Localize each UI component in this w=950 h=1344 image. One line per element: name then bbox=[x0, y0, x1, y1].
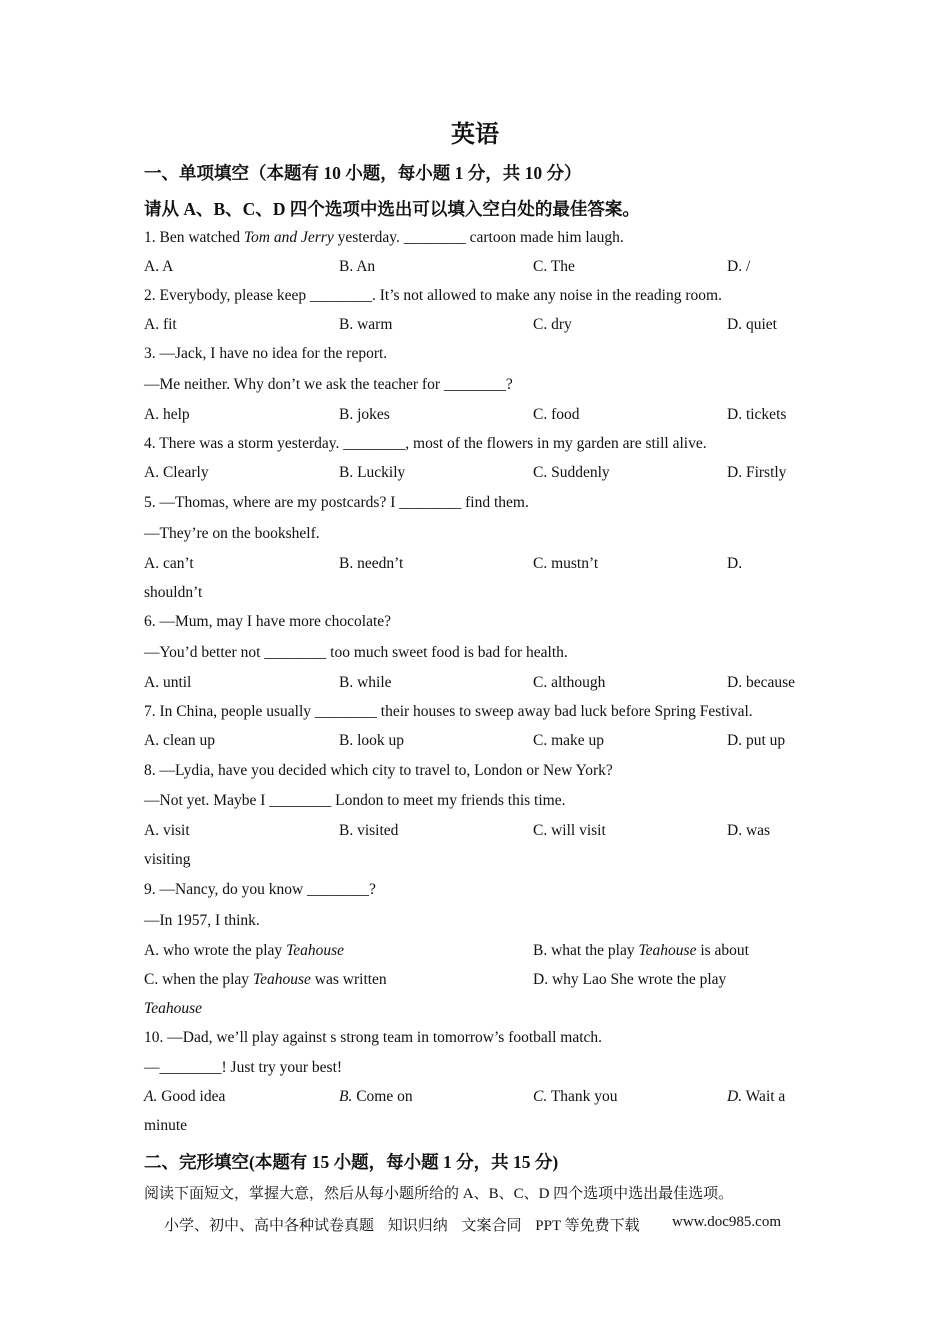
q8-option-d: D. was bbox=[727, 822, 771, 839]
question-3-line1: 3. —Jack, I have no idea for the report. bbox=[144, 345, 388, 362]
q9-option-d: D. why Lao She wrote the play bbox=[533, 971, 727, 988]
question-5-line1: 5. —Thomas, where are my postcards? I ________ find them. bbox=[144, 494, 529, 511]
section2-heading: 二、完形填空(本题有 15 小题，每小题 1 分，共 15 分) bbox=[144, 1152, 559, 1172]
q5-option-d-wrap: shouldn’t bbox=[144, 584, 203, 601]
question-2: 2. Everybody, please keep ________. It’s not allowed to make any noise in the reading room. bbox=[144, 287, 722, 304]
q3-option-b: B. jokes bbox=[339, 406, 390, 423]
q8-option-a: A. visit bbox=[144, 822, 190, 839]
q8-option-c: C. will visit bbox=[533, 822, 606, 839]
q4-option-b: B. Luckily bbox=[339, 464, 406, 481]
q6-option-d: D. because bbox=[727, 674, 795, 691]
q6-option-b: B. while bbox=[339, 674, 392, 691]
page-footer bbox=[164, 1214, 782, 1235]
question-7: 7. In China, people usually ________ their houses to sweep away bad luck before Spring Festival. bbox=[144, 703, 753, 720]
q5-option-b: B. needn’t bbox=[339, 555, 404, 572]
q9-option-d-wrap: Teahouse bbox=[144, 1000, 202, 1017]
question-4: 4. There was a storm yesterday. ________, most of the flowers in my garden are still alive. bbox=[144, 435, 707, 452]
q3-option-c: C. food bbox=[533, 406, 580, 423]
q2-option-a: A. fit bbox=[144, 316, 177, 333]
q10-option-d: D. Wait a bbox=[727, 1088, 786, 1105]
question-10-line1: 10. —Dad, we’ll play against s strong team in tomorrow’s football match. bbox=[144, 1029, 603, 1046]
q10-option-a: A. Good idea bbox=[144, 1088, 226, 1105]
q10-option-d-wrap: minute bbox=[144, 1117, 188, 1134]
q5-option-d: D. bbox=[727, 555, 743, 572]
q1-option-b: B. An bbox=[339, 258, 376, 275]
footer-item: PPT 等免费下载 bbox=[535, 1218, 640, 1234]
q2-option-d: D. quiet bbox=[727, 316, 777, 333]
q9-option-b: B. what the play Teahouse is about bbox=[533, 942, 749, 959]
section1-heading: 一、单项填空（本题有 10 小题，每小题 1 分，共 10 分） bbox=[144, 163, 582, 183]
q7-option-a: A. clean up bbox=[144, 732, 216, 749]
footer-url[interactable]: www.doc985.com bbox=[672, 1214, 782, 1230]
footer-item: 小学、初中、高中各种试卷真题 bbox=[164, 1218, 375, 1234]
q9-option-c: C. when the play Teahouse was written bbox=[144, 971, 387, 988]
q9-option-a: A. who wrote the play Teahouse bbox=[144, 942, 345, 959]
q7-option-b: B. look up bbox=[339, 732, 405, 749]
page-title: 英语 bbox=[451, 122, 499, 148]
q7-option-c: C. make up bbox=[533, 732, 605, 749]
q5-option-a: A. can’t bbox=[144, 555, 194, 572]
question-9-line1: 9. —Nancy, do you know ________? bbox=[144, 881, 376, 898]
q2-option-b: B. warm bbox=[339, 316, 393, 333]
q8-option-b: B. visited bbox=[339, 822, 399, 839]
q8-option-d-wrap: visiting bbox=[144, 851, 191, 868]
question-5-line2: —They’re on the bookshelf. bbox=[144, 525, 320, 542]
q3-option-a: A. help bbox=[144, 406, 190, 423]
question-8-line1: 8. —Lydia, have you decided which city to travel to, London or New York? bbox=[144, 762, 613, 779]
question-6-line1: 6. —Mum, may I have more chocolate? bbox=[144, 613, 392, 630]
footer-item: 文案合同 bbox=[461, 1218, 522, 1234]
q4-option-c: C. Suddenly bbox=[533, 464, 610, 481]
q5-option-c: C. mustn’t bbox=[533, 555, 599, 572]
question-3-line2: —Me neither. Why don’t we ask the teacher for ________? bbox=[144, 376, 513, 393]
question-9-line2: —In 1957, I think. bbox=[144, 912, 260, 929]
q1-option-d: D. / bbox=[727, 258, 751, 275]
question-1: 1. Ben watched Tom and Jerry yesterday. ________ cartoon made him laugh. bbox=[144, 229, 624, 246]
q1-option-c: C. The bbox=[533, 258, 575, 275]
q10-option-c: C. Thank you bbox=[533, 1088, 618, 1105]
q4-option-a: A. Clearly bbox=[144, 464, 209, 481]
q3-option-d: D. tickets bbox=[727, 406, 787, 423]
q6-option-c: C. although bbox=[533, 674, 606, 691]
question-10-line2: —________! Just try your best! bbox=[144, 1059, 343, 1076]
q6-option-a: A. until bbox=[144, 674, 192, 691]
question-8-line2: —Not yet. Maybe I ________ London to meet my friends this time. bbox=[144, 792, 566, 809]
footer-item: 知识归纳 bbox=[387, 1218, 448, 1234]
q10-option-b: B. Come on bbox=[339, 1088, 413, 1105]
q1-option-a: A. A bbox=[144, 258, 174, 275]
q2-option-c: C. dry bbox=[533, 316, 572, 333]
section2-instruction: 阅读下面短文，掌握大意，然后从每小题所给的 A、B、C、D 四个选项中选出最佳选项。 bbox=[144, 1186, 734, 1202]
q4-option-d: D. Firstly bbox=[727, 464, 787, 481]
section1-instruction: 请从 A、B、C、D 四个选项中选出可以填入空白处的最佳答案。 bbox=[144, 199, 640, 219]
question-6-line2: —You’d better not ________ too much sweet food is bad for health. bbox=[144, 644, 568, 661]
q7-option-d: D. put up bbox=[727, 732, 786, 749]
